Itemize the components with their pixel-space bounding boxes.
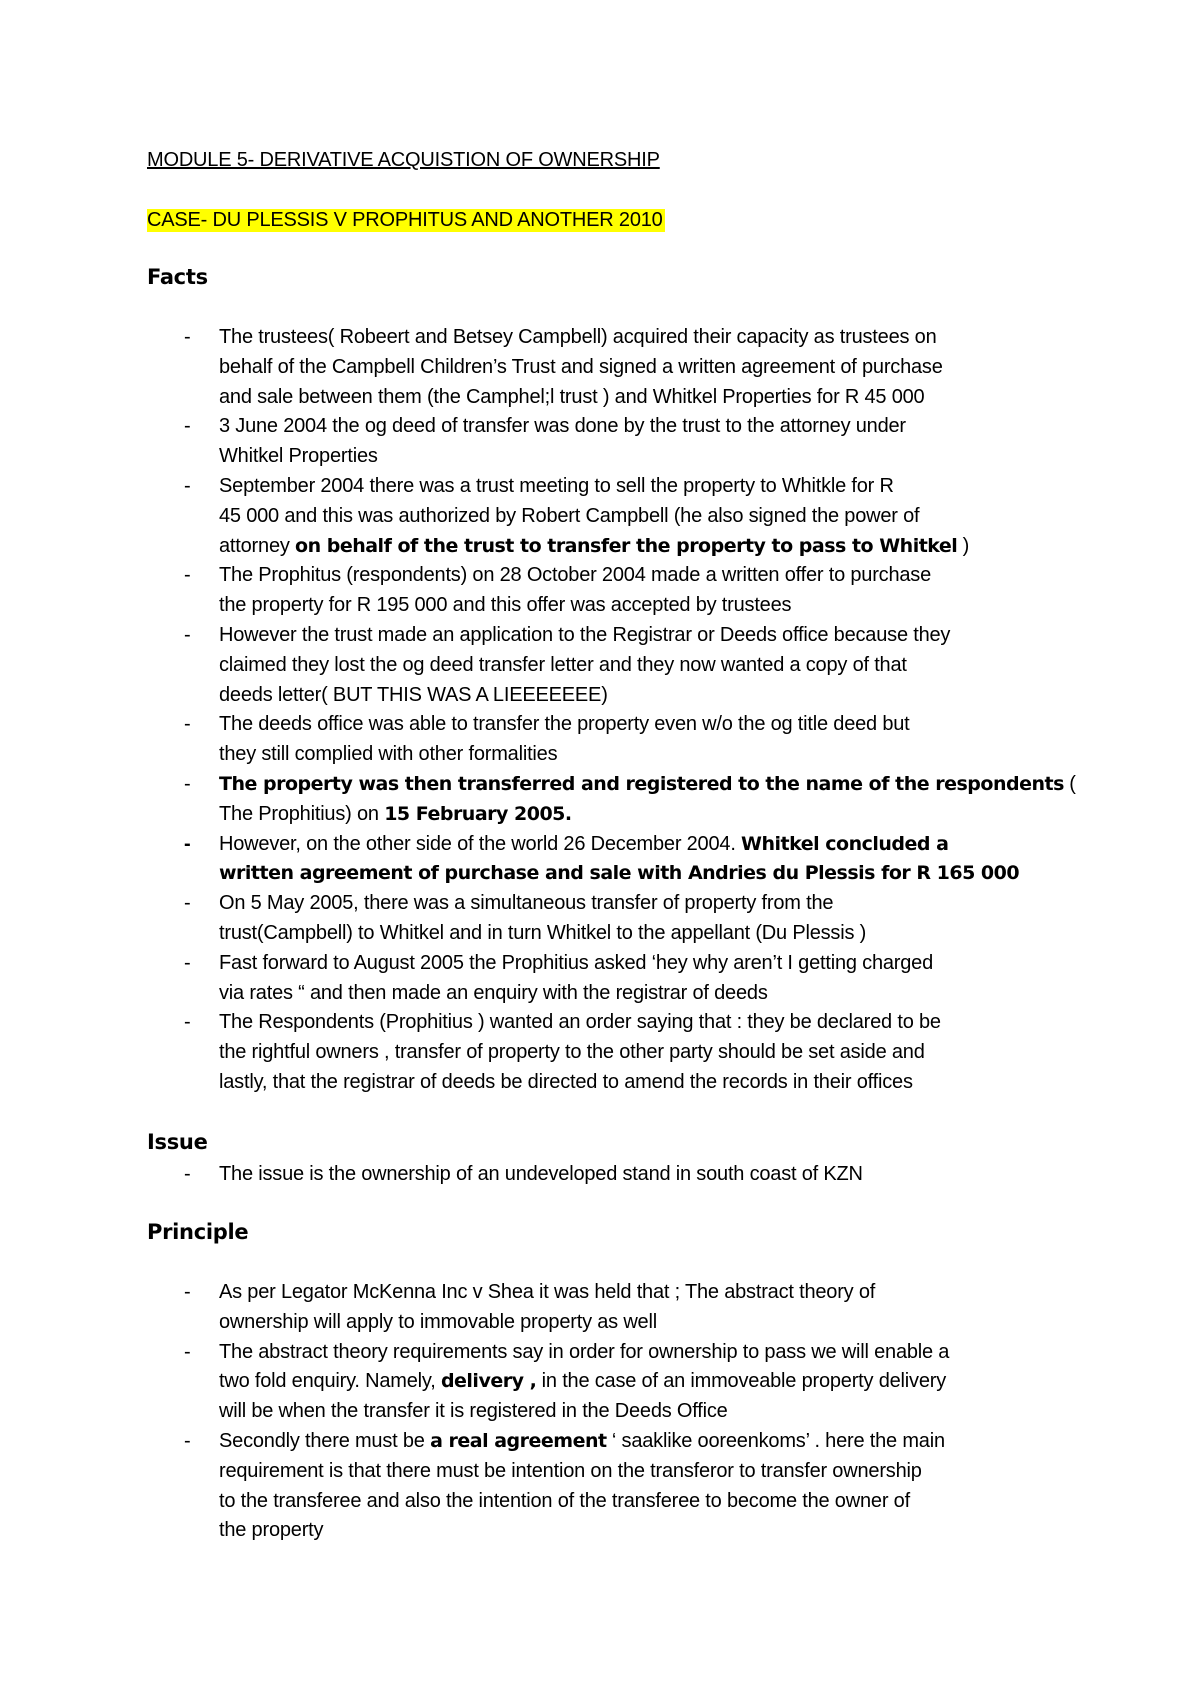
item-line: requirement is that there must be intention on the transferor to transfer ownership	[219, 1459, 922, 1482]
item-text: The Prophitius) on	[219, 802, 385, 825]
item-line: they still complied with other formalities	[219, 743, 558, 766]
item-line: to the transferee and also the intention of the transferee to become the owner of	[219, 1489, 910, 1512]
item-line: The deeds office was able to transfer the property even w/o the og title deed but	[219, 713, 910, 736]
list-item	[147, 1008, 1087, 1097]
list-item	[147, 1338, 1087, 1427]
list-item	[147, 710, 1087, 770]
item-line: and sale between them (the Camphel;l trust ) and Whitkel Properties for R 45 000	[219, 385, 925, 408]
principle-list	[147, 1278, 1087, 1546]
list-item	[147, 621, 1087, 710]
list-item	[147, 1160, 1087, 1190]
item-line: 45 000 and this was authorized by Robert Campbell (he also signed the power of	[219, 504, 920, 527]
item-line: ownership will apply to immovable property as well	[219, 1310, 657, 1333]
item-line: Whitkel Properties	[219, 445, 378, 468]
bold-text: Whitkel concluded a	[741, 832, 949, 855]
item-line: 3 June 2004 the og deed of transfer was done by the trust to the attorney under	[219, 415, 906, 438]
bullet-dash: -	[184, 1163, 191, 1185]
list-item	[147, 472, 1087, 561]
list-item	[147, 1427, 1087, 1546]
item-line: behalf of the Campbell Children’s Trust and signed a written agreement of purchase	[219, 355, 943, 378]
bullet-dash: -	[184, 772, 191, 795]
bullet-dash: -	[184, 474, 191, 497]
item-line: The trustees( Robeert and Betsey Campbell) acquired their capacity as trustees on	[219, 326, 937, 348]
item-line: Fast forward to August 2005 the Prophitius asked ‘hey why aren’t I getting charged	[219, 951, 934, 974]
item-line: The abstract theory requirements say in order for ownership to pass we will enable a	[219, 1340, 950, 1363]
item-line: the property	[219, 1519, 324, 1542]
case-title-highlighted: CASE- DU PLESSIS V PROPHITUS AND ANOTHER 2010	[147, 209, 663, 231]
document-title: MODULE 5- DERIVATIVE ACQUISTION OF OWNERSHIP	[147, 149, 660, 171]
item-line: The issue is the ownership of an undeveloped stand in south coast of KZN	[219, 1163, 863, 1185]
item-line: the rightful owners , transfer of property to the other party should be set aside and	[219, 1041, 925, 1064]
bullet-dash: -	[184, 415, 191, 438]
list-item	[147, 830, 1087, 890]
bullet-dash: -	[184, 832, 191, 855]
item-line: will be when the transfer it is registered in the Deeds Office	[219, 1400, 728, 1423]
issue-list	[147, 1160, 1087, 1190]
bold-text: delivery ,	[440, 1370, 537, 1393]
item-text: ‘ saaklike ooreenkoms’ . here the main	[606, 1429, 945, 1452]
bullet-dash: -	[184, 1011, 191, 1034]
item-line	[219, 1367, 1087, 1397]
list-item	[147, 561, 1087, 621]
bullet-dash: -	[184, 1429, 191, 1452]
item-line: As per Legator McKenna Inc v Shea it was held that ; The abstract theory of	[219, 1281, 876, 1303]
bullet-dash: -	[184, 1281, 191, 1303]
facts-heading: Facts	[147, 265, 208, 289]
list-item	[147, 1278, 1087, 1338]
principle-heading: Principle	[147, 1220, 249, 1244]
bullet-dash: -	[184, 326, 191, 348]
item-line	[219, 770, 1087, 800]
item-line: claimed they lost the og deed transfer letter and they now wanted a copy of that	[219, 653, 907, 676]
bold-text: written agreement of purchase and sale with Andries du Plessis for R 165 000	[219, 862, 1020, 885]
bullet-dash: -	[184, 623, 191, 646]
item-text: attorney	[219, 534, 296, 557]
item-line: On 5 May 2005, there was a simultaneous transfer of property from the	[219, 892, 834, 915]
item-line	[219, 532, 1087, 562]
item-line	[219, 800, 1087, 830]
item-text: two fold enquiry. Namely,	[219, 1370, 441, 1393]
bullet-dash: -	[184, 951, 191, 974]
bold-text: The property was then transferred and registered to the name of the respondents	[219, 772, 1064, 795]
item-line	[219, 1427, 1087, 1457]
item-line: the property for R 195 000 and this offer was accepted by trustees	[219, 594, 792, 617]
bold-text: 15 February 2005.	[384, 802, 572, 825]
item-line: trust(Campbell) to Whitkel and in turn Whitkel to the appellant (Du Plessis )	[219, 921, 867, 944]
item-line: September 2004 there was a trust meeting to sell the property to Whitkle for R	[219, 474, 894, 497]
bold-text: a real agreement	[430, 1429, 607, 1452]
issue-heading: Issue	[147, 1130, 208, 1154]
item-text: Secondly there must be	[219, 1429, 431, 1452]
item-line: However the trust made an application to the Registrar or Deeds office because they	[219, 623, 951, 646]
item-line: deeds letter( BUT THIS WAS A LIEEEEEEE)	[219, 683, 608, 706]
item-text: in the case of an immoveable property delivery	[536, 1370, 947, 1393]
list-item	[147, 323, 1087, 412]
list-item	[147, 889, 1087, 949]
item-text: )	[957, 534, 970, 557]
bullet-dash: -	[184, 1340, 191, 1363]
item-line: via rates “ and then made an enquiry with the registrar of deeds	[219, 981, 768, 1004]
facts-list	[147, 323, 1087, 1098]
item-line: The Prophitus (respondents) on 28 October 2004 made a written offer to purchase	[219, 564, 932, 587]
bold-text: on behalf of the trust to transfer the property to pass to Whitkel	[295, 534, 958, 557]
bullet-dash: -	[184, 892, 191, 915]
item-line	[219, 830, 1087, 860]
item-line: lastly, that the registrar of deeds be directed to amend the records in their offices	[219, 1070, 913, 1093]
item-line	[219, 859, 1087, 889]
list-item	[147, 770, 1087, 830]
list-item	[147, 949, 1087, 1009]
list-item	[147, 412, 1087, 472]
bullet-dash: -	[184, 564, 191, 587]
item-text: However, on the other side of the world 26 December 2004.	[219, 832, 742, 855]
item-text: (	[1063, 772, 1076, 795]
item-line: The Respondents (Prophitius ) wanted an order saying that : they be declared to be	[219, 1011, 941, 1034]
bullet-dash: -	[184, 713, 191, 736]
